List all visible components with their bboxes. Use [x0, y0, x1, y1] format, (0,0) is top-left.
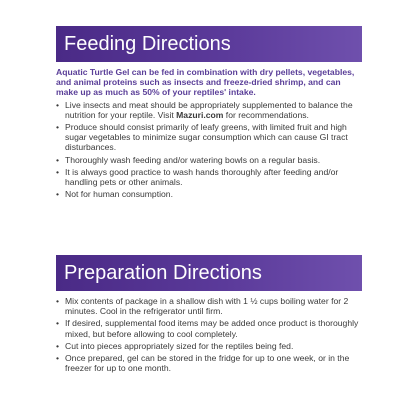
feeding-bullet-2 — [56, 122, 362, 153]
preparation-directions-section — [56, 255, 362, 375]
feeding-directions-section — [56, 26, 362, 201]
preparation-bullet-3 — [56, 341, 362, 351]
bullet-dot: • — [56, 154, 60, 165]
feeding-bullet-1 — [56, 100, 362, 120]
bullet-dot: • — [56, 340, 60, 351]
preparation-bullet-2-text: If desired, supplemental food items may be added once product is thoroughly mixed, but before allowing to cool completely. — [65, 318, 359, 339]
preparation-bullet-1-text: Mix contents of package in a shallow dish with 1 ½ cups boiling water for 2 minutes. Cool in the refrigerator until firm. — [65, 296, 349, 317]
bullet-dot: • — [56, 318, 60, 329]
bullet-dot: • — [56, 296, 60, 306]
feeding-bullet-2-text: Produce should consist primarily of leafy greens, with limited fruit and high sugar vegetables to minimize sugar consumption which can cause GI tract disturbances. — [65, 122, 348, 153]
feeding-bullet-1-text-before: Live insects and meat should be appropriately supplemented to balance the nutrition for your reptile. Visit — [65, 99, 353, 120]
preparation-directions-title: Preparation Directions — [56, 255, 362, 291]
preparation-bullet-4-text: Once prepared, gel can be stored in the fridge for up to one week, or in the freezer for up to one month. — [65, 353, 350, 374]
feeding-directions-title: Feeding Directions — [56, 26, 362, 62]
feeding-bullet-1-text-after: for recommendations. — [223, 109, 309, 120]
feeding-bullet-4 — [56, 167, 362, 187]
feeding-bullet-list — [56, 100, 362, 200]
preparation-bullet-3-text: Cut into pieces appropriately sized for the reptiles being fed. — [65, 340, 294, 351]
preparation-bullet-4 — [56, 353, 362, 373]
mazuri-link[interactable]: Mazuri.com — [176, 109, 224, 120]
feeding-bullet-3 — [56, 155, 362, 165]
feeding-intro: Aquatic Turtle Gel can be fed in combination with dry pellets, vegetables, and animal proteins such as insects and freeze-dried shrimp, and can make up as much as 50% of your reptiles' intake. — [56, 67, 355, 98]
preparation-bullet-list — [56, 296, 362, 373]
preparation-bullet-2 — [56, 318, 362, 338]
feeding-bullet-5-text: Not for human consumption. — [65, 189, 173, 200]
feeding-bullet-3-text: Thoroughly wash feeding and/or watering bowls on a regular basis. — [65, 154, 321, 165]
bullet-dot: • — [56, 166, 60, 177]
feeding-bullet-4-text: It is always good practice to wash hands thoroughly after feeding and/or handling pets or other animals. — [65, 166, 339, 188]
bullet-dot: • — [56, 122, 60, 133]
feeding-bullet-5 — [56, 189, 362, 199]
preparation-bullet-1 — [56, 296, 362, 316]
bullet-dot: • — [56, 353, 60, 364]
bullet-dot: • — [56, 189, 60, 200]
bullet-dot: • — [56, 99, 60, 110]
